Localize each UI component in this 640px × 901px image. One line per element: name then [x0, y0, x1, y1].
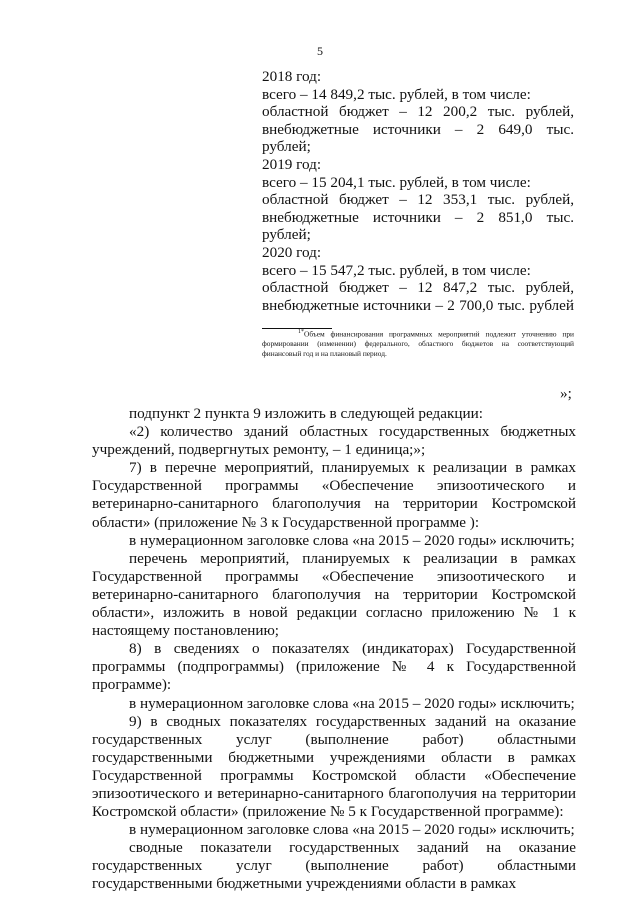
funding-total: всего – 15 547,2 тыс. рублей, в том числе:	[262, 261, 531, 279]
funding-regional: областной бюджет – 12 200,2 тыс. рублей,	[262, 103, 574, 121]
funding-regional: областной бюджет – 12 353,1 тыс. рублей,	[262, 191, 574, 209]
footnote	[262, 327, 574, 359]
footnote-marker: 1*	[298, 329, 304, 335]
paragraph: 7) в перечне мероприятий, планируемых к реализации в рамках Государственной программы «Обеспечение эпизоотического и ветеринарно-санитарного благополучия на территории Костромской области» (приложение № 3 к Государственной программе ):	[92, 459, 576, 531]
funding-total: всего – 14 849,2 тыс. рублей, в том числе:	[262, 85, 531, 103]
paragraph: подпункт 2 пункта 9 изложить в следующей редакции:	[129, 405, 483, 422]
document-body	[92, 405, 576, 894]
paragraph: 8) в сведениях о показателях (индикаторах) Государственной программы (подпрограммы) (приложение № 4 к Государственной программе):	[92, 640, 576, 694]
paragraph: в нумерационном заголовке слова «на 2015 – 2020 годы» исключить;	[129, 531, 575, 549]
paragraph: 9) в сводных показателях государственных заданий на оказание государственных услуг (выполнение работ) областными государственными бюджетными учреждениями области в рамках Государственной программы Костромской области «Обеспечение эпизоотического и ветеринарно-санитарного благополучия на территории Костромской области» (приложение № 5 к Государственной программе):	[92, 712, 576, 821]
funding-extra: внебюджетные источники – 2 649,0 тыс.	[262, 120, 574, 138]
funding-year: 2020 год:	[262, 243, 322, 261]
funding-total: всего – 15 204,1 тыс. рублей, в том числе:	[262, 173, 531, 191]
funding-extra-last: внебюджетные источники – 2 700,0 тыс. рублей	[262, 296, 574, 314]
funding-extra-cont: рублей;	[262, 138, 311, 156]
paragraph: в нумерационном заголовке слова «на 2015 – 2020 годы» исключить;	[129, 694, 575, 712]
footnote-text: Объем финансирования программных мероприятий подлежит уточнению при формировании (изменении) федерального, областного бюджетов на соответствующий финансовый год и на плановый период.	[262, 329, 574, 359]
paragraph: перечень мероприятий, планируемых к реализации в рамках Государственной программы «Обеспечение эпизоотического и ветеринарно-санитарного благополучия на территории Костромской области», изложить в новой редакции согласно приложению № 1 к настоящему постановлению;	[92, 549, 576, 640]
funding-extra-cont: рублей;	[262, 226, 311, 244]
funding-year: 2019 год:	[262, 155, 322, 173]
quote-end: »;	[560, 385, 572, 402]
paragraph: сводные показатели государственных заданий на оказание государственных услуг (выполнение работ) областными государственными бюджетными учреждениями области в рамках	[92, 839, 576, 893]
funding-regional: областной бюджет – 12 847,2 тыс. рублей,	[262, 279, 574, 297]
funding-year: 2018 год:	[262, 68, 322, 85]
funding-extra: внебюджетные источники – 2 851,0 тыс.	[262, 208, 574, 226]
paragraph: «2) количество зданий областных государственных бюджетных учреждений, подвергнутых ремонту, – 1 единица;»;	[92, 423, 576, 459]
funding-block	[262, 68, 574, 314]
page-number: 5	[317, 44, 323, 58]
paragraph: в нумерационном заголовке слова «на 2015 – 2020 годы» исключить;	[129, 821, 575, 839]
